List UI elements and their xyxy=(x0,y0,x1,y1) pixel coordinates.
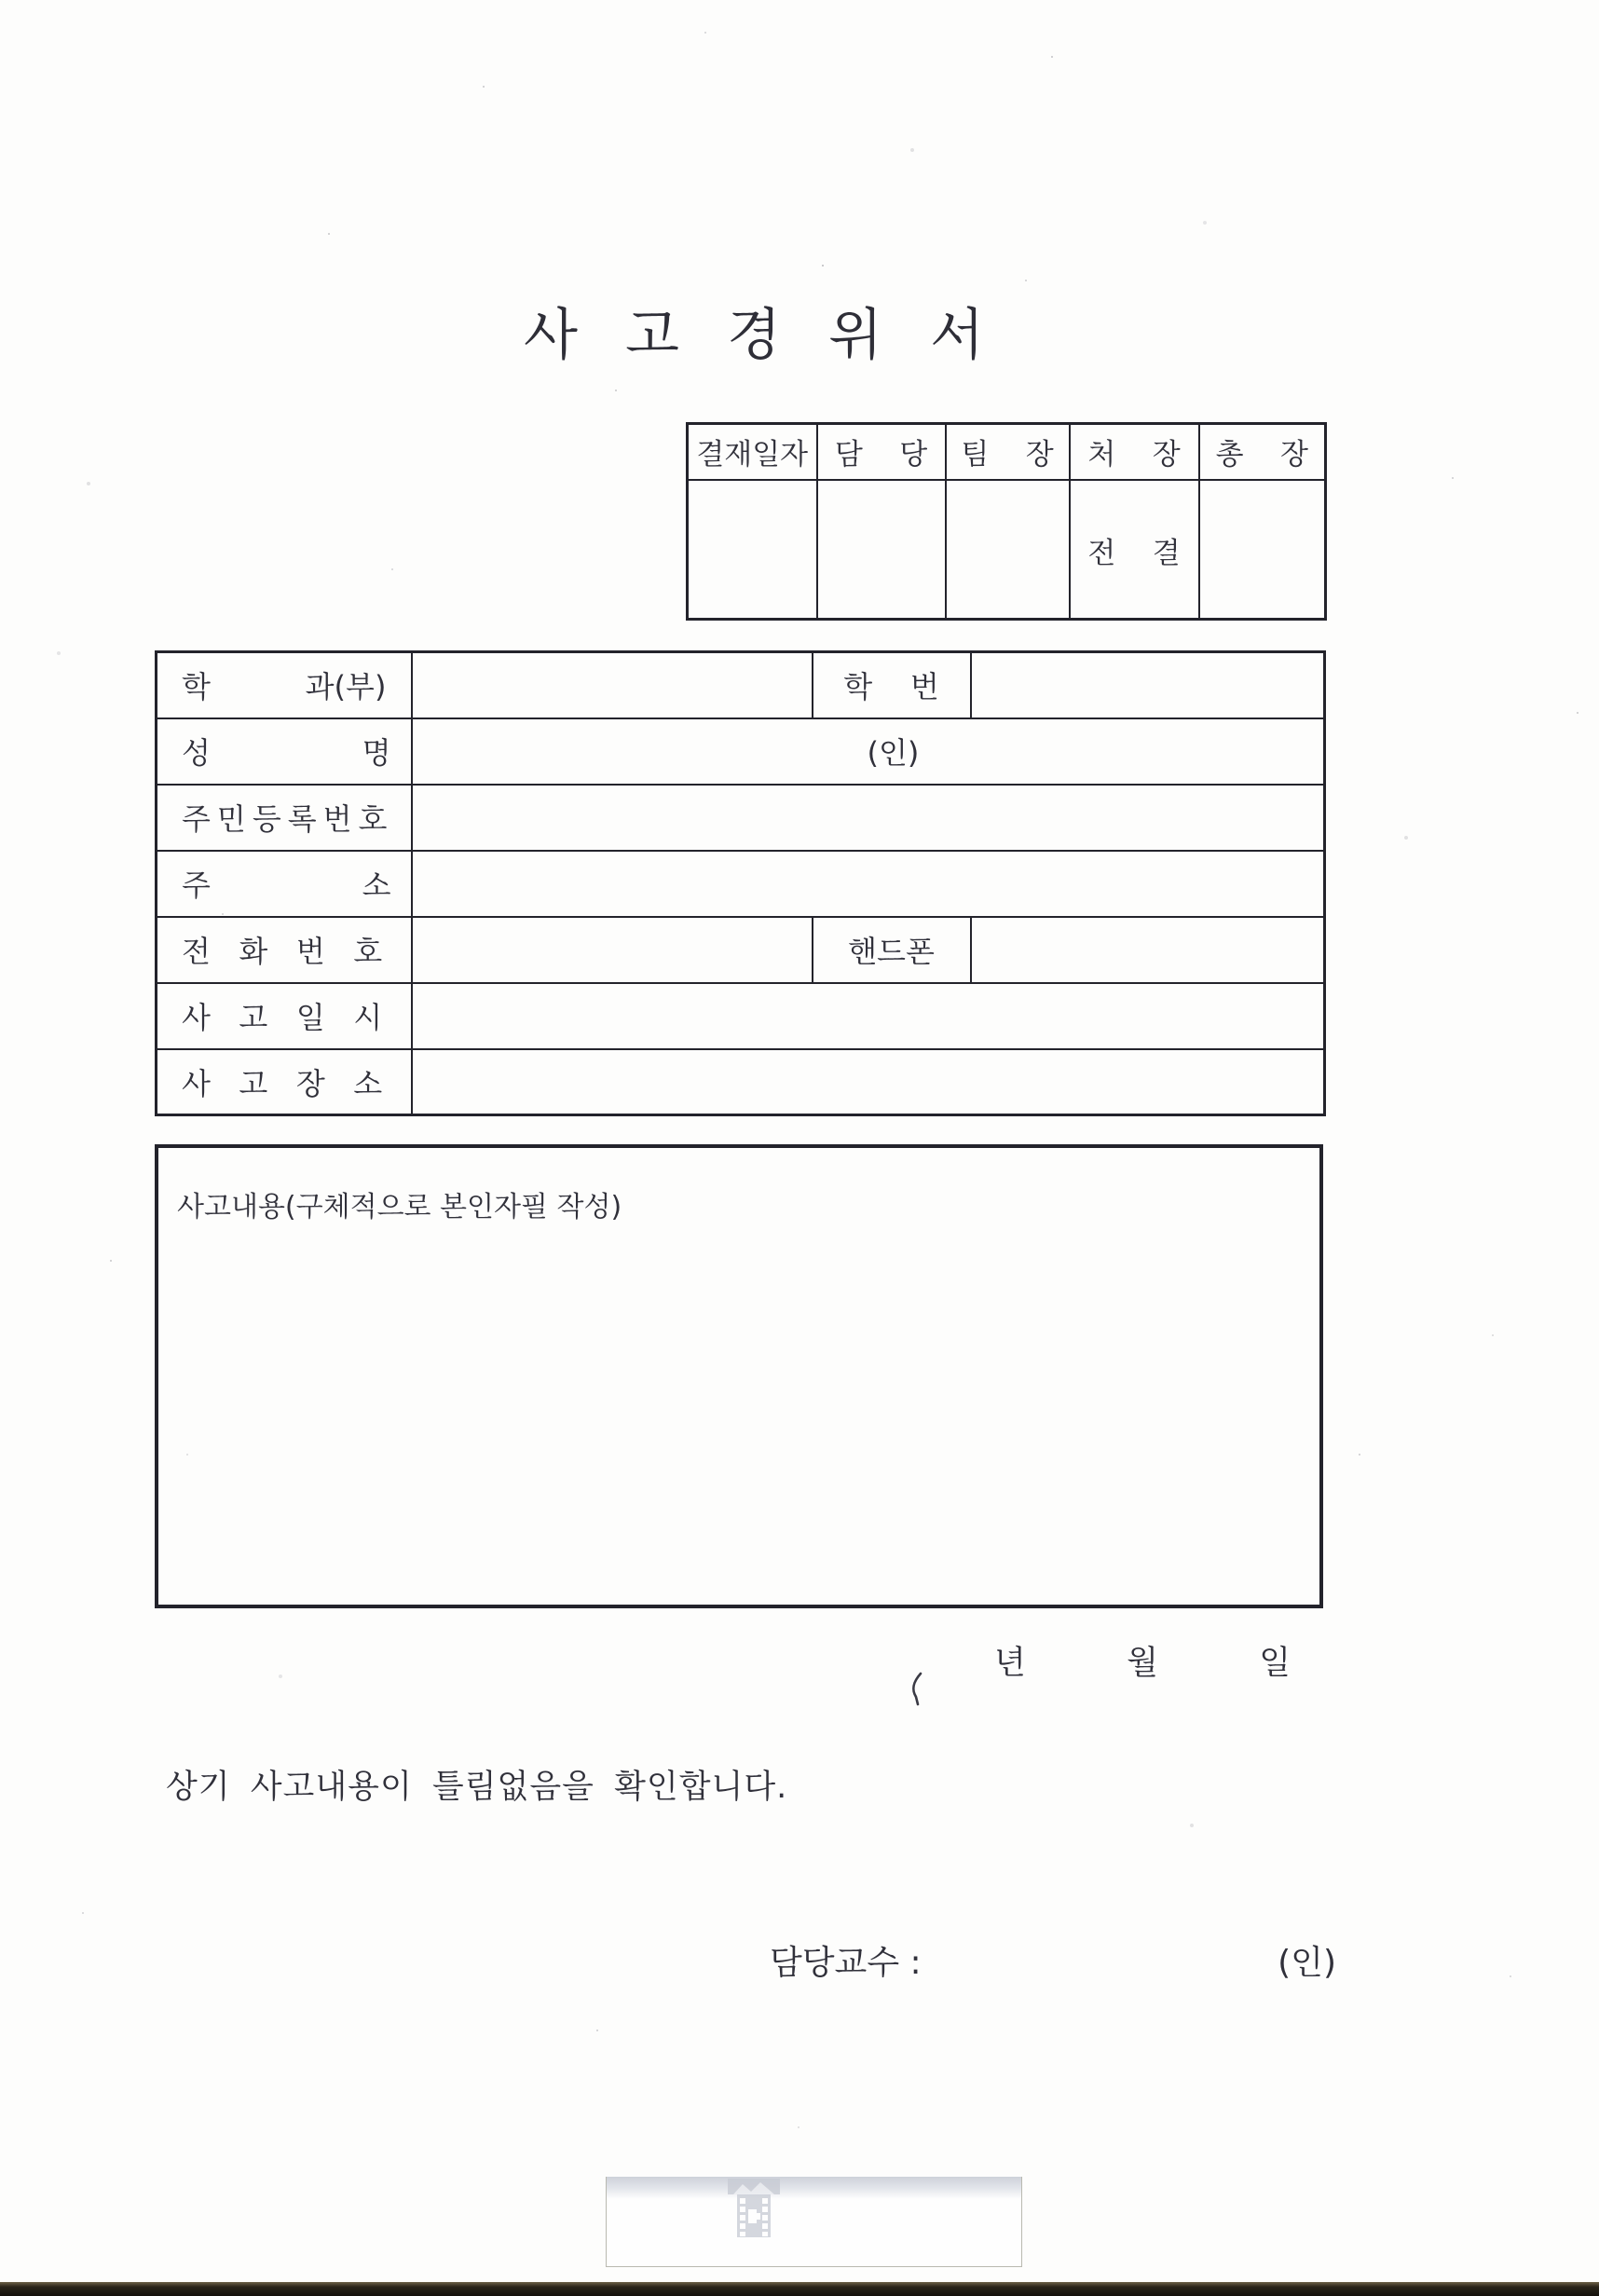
professor-signature-line xyxy=(770,1936,1336,1984)
phone-value-cell xyxy=(412,917,813,983)
stray-pen-mark xyxy=(906,1671,928,1708)
approval-cell-date xyxy=(688,480,817,620)
approval-header-president: 총 장 xyxy=(1199,424,1326,480)
accident-place-value-cell xyxy=(412,1049,1325,1115)
approval-header-staff: 담 당 xyxy=(817,424,946,480)
student-no-value-cell xyxy=(971,652,1325,718)
approval-header-row xyxy=(688,424,1326,480)
phone-label: 전 화 번 호 xyxy=(157,917,412,983)
accident-place-label: 사 고 장 소 xyxy=(157,1049,412,1115)
department-label: 학 과(부) xyxy=(157,652,412,718)
address-label: 주 소 xyxy=(157,851,412,917)
name-seal-mark: (인) xyxy=(867,735,920,771)
row-address xyxy=(157,851,1325,917)
approval-cell-president xyxy=(1199,480,1326,620)
student-no-label: 학 번 xyxy=(813,652,971,718)
approval-cell-team-leader xyxy=(946,480,1070,620)
scan-noise-speckles xyxy=(0,0,2,2)
row-accident-place xyxy=(157,1049,1325,1115)
day-label: 일 xyxy=(1259,1645,1291,1682)
date-line xyxy=(994,1637,1291,1684)
year-label: 년 xyxy=(994,1645,1026,1682)
approval-header-date: 결재일자 xyxy=(688,424,817,480)
confirmation-statement: 상기 사고내용이 틀림없음을 확인합니다. xyxy=(166,1769,788,1806)
page-title: 사 고 경 위 서 xyxy=(524,303,1000,368)
accident-details-box xyxy=(155,1144,1323,1608)
row-department xyxy=(157,652,1325,718)
personal-info-table xyxy=(155,650,1326,1116)
name-value-cell xyxy=(412,718,1325,785)
mobile-label: 핸드폰 xyxy=(813,917,971,983)
film-strip-icon xyxy=(726,2174,782,2243)
accident-details-heading: 사고내용(구체적으로 본인자필 작성) xyxy=(177,1191,622,1223)
professor-label: 담당교수 : xyxy=(770,1944,922,1982)
row-phone xyxy=(157,917,1325,983)
approval-signature-row xyxy=(688,480,1326,620)
approval-table xyxy=(686,422,1327,621)
approval-header-team-leader: 팀 장 xyxy=(946,424,1070,480)
scanner-edge-strip xyxy=(0,2282,1599,2296)
row-name xyxy=(157,718,1325,785)
accident-datetime-value-cell xyxy=(412,983,1325,1049)
name-label: 성 명 xyxy=(157,718,412,785)
accident-datetime-label: 사 고 일 시 xyxy=(157,983,412,1049)
month-label: 월 xyxy=(1127,1645,1158,1682)
watermark-gradient-band xyxy=(607,2177,1021,2199)
address-value-cell xyxy=(412,851,1325,917)
approval-header-director: 처 장 xyxy=(1070,424,1199,480)
approval-cell-staff xyxy=(817,480,946,620)
professor-seal-mark: (인) xyxy=(1278,1944,1336,1982)
department-value-cell xyxy=(412,652,813,718)
row-rrn xyxy=(157,785,1325,851)
rrn-value-cell xyxy=(412,785,1325,851)
mobile-value-cell xyxy=(971,917,1325,983)
row-accident-datetime xyxy=(157,983,1325,1049)
approval-cell-director-delegated: 전 결 xyxy=(1070,480,1199,620)
rrn-label: 주민등록번호 xyxy=(157,785,412,851)
media-placeholder-watermark xyxy=(606,2177,1022,2267)
